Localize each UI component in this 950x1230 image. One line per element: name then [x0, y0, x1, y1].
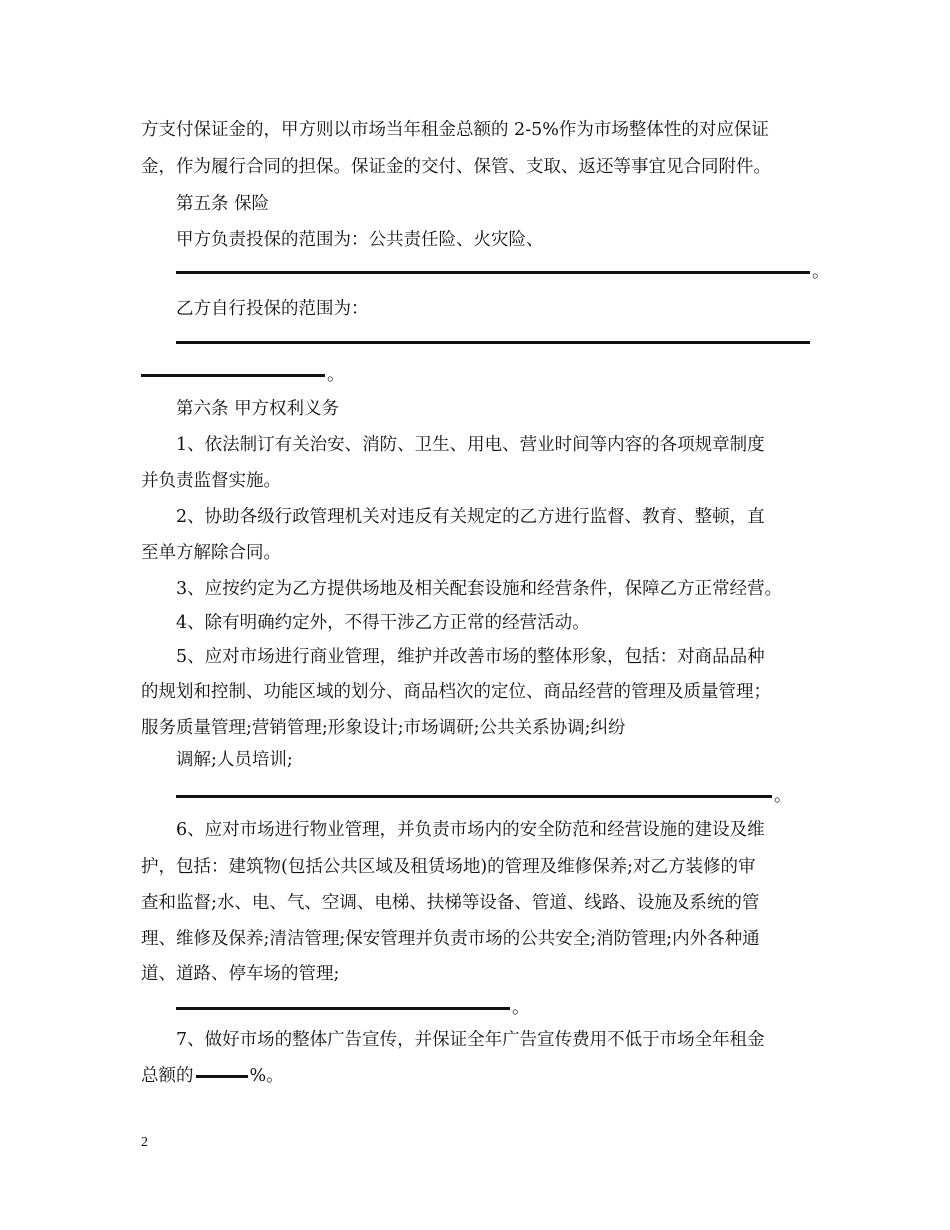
fill-in-blank	[176, 271, 810, 274]
page-number: 2	[141, 1135, 148, 1150]
text-line: 查和监督;水、电、气、空调、电梯、扶梯等设备、管道、线路、设施及系统的管	[141, 893, 760, 913]
blank-line: 。	[176, 260, 830, 284]
fill-in-blank	[176, 1007, 510, 1010]
text-line: 至单方解除合同。	[141, 543, 281, 563]
text-line: 调解;人员培训;	[176, 750, 293, 770]
text-line: 理、维修及保养;清洁管理;保安管理并负责市场的公共安全;消防管理;内外各种通	[141, 929, 760, 949]
text-line: 总额的 %。	[141, 1066, 284, 1086]
text-line: 并负责监督实施。	[141, 471, 281, 491]
text-line: 服务质量管理;营销管理;形象设计;市场调研;公共关系协调;纠纷	[141, 718, 626, 738]
blank-line: 。	[176, 996, 530, 1020]
text-line: 道、道路、停车场的管理;	[141, 964, 340, 984]
section-heading: 第六条 甲方权利义务	[176, 399, 340, 419]
fill-in-blank	[176, 341, 810, 344]
blank-line	[176, 330, 812, 354]
text-line: 1、依法制订有关治安、消防、卫生、用电、营业时间等内容的各项规章制度	[176, 435, 765, 455]
text-line: 7、做好市场的整体广告宣传，并保证全年广告宣传费用不低于市场全年租金	[176, 1030, 765, 1050]
text-line: 2、协助各级行政管理机关对违反有关规定的乙方进行监督、教育、整顿，直	[176, 507, 765, 527]
text-line: 甲方负责投保的范围为：公共责任险、火灾险、	[176, 230, 544, 250]
blank-line: 。	[141, 363, 345, 387]
text-line: 4、除有明确约定外，不得干涉乙方正常的经营活动。	[176, 613, 590, 633]
section-heading: 第五条 保险	[176, 194, 270, 214]
fill-in-blank	[141, 374, 325, 377]
text-line: 金，作为履行合同的担保。保证金的交付、保管、支取、返还等事宜见合同附件。	[141, 157, 771, 177]
text-line: 的规划和控制、功能区域的划分、商品档次的定位、商品经营的管理及质量管理；	[141, 682, 771, 702]
text-line: 乙方自行投保的范围为：	[176, 299, 369, 319]
text-line: 5、应对市场进行商业管理，维护并改善市场的整体形象，包括：对商品品种	[176, 647, 765, 667]
text-line: 方支付保证金的，甲方则以市场当年租金总额的 2-5%作为市场整体性的对应保证	[141, 120, 769, 140]
fill-in-blank	[196, 1075, 248, 1078]
blank-line: 。	[176, 784, 792, 808]
fill-in-blank	[176, 795, 772, 798]
text-line: 6、应对市场进行物业管理，并负责市场内的安全防范和经营设施的建设及维	[176, 820, 765, 840]
text-line: 3、应按约定为乙方提供场地及相关配套设施和经营条件，保障乙方正常经营。	[176, 579, 783, 599]
text-line: 护，包括：建筑物(包括公共区域及租赁场地)的管理及维修保养;对乙方装修的审	[141, 857, 756, 877]
